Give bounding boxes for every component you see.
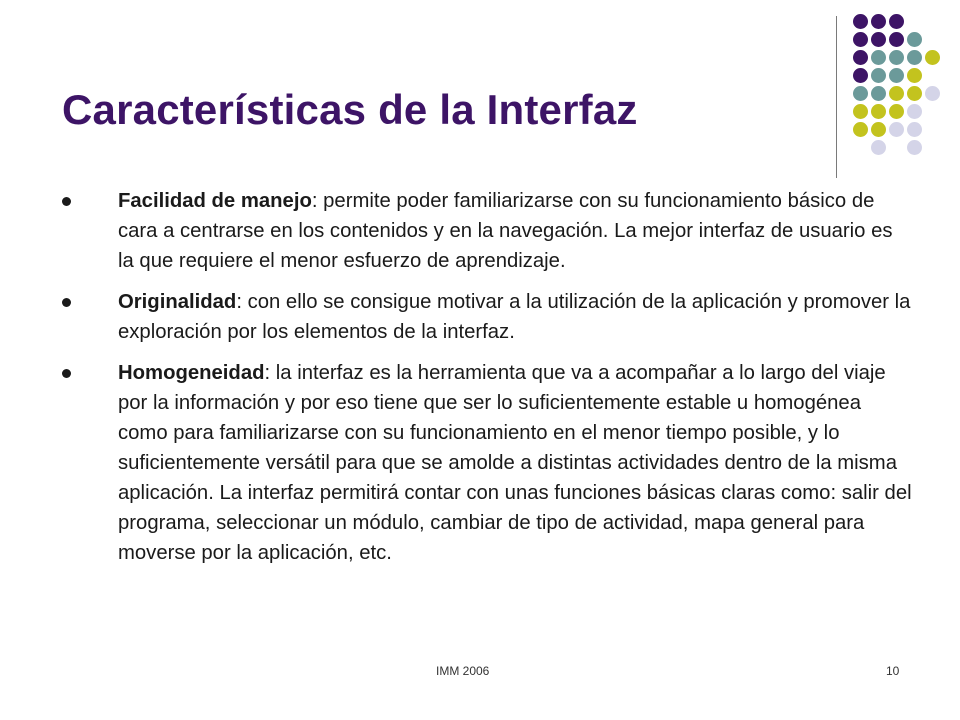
divider-line bbox=[836, 16, 837, 178]
dot bbox=[889, 14, 904, 29]
bullet-item bbox=[62, 186, 912, 276]
dot bbox=[853, 68, 868, 83]
dot bbox=[871, 14, 886, 29]
bullet-item bbox=[62, 287, 912, 347]
dot bbox=[907, 68, 922, 83]
dot bbox=[889, 86, 904, 101]
dot bbox=[925, 86, 940, 101]
dot bbox=[925, 50, 940, 65]
bullet-text: : con ello se consigue motivar a la utilización de la aplicación y promover la exploración por los elementos de la interfaz. bbox=[118, 291, 911, 343]
dot bbox=[871, 86, 886, 101]
dot bbox=[871, 50, 886, 65]
footer-text: IMM 2006 bbox=[436, 664, 490, 678]
bullet-term: Homogeneidad bbox=[118, 362, 265, 384]
page-number: 10 bbox=[886, 664, 900, 678]
bullet-term: Originalidad bbox=[118, 291, 237, 313]
dot bbox=[889, 32, 904, 47]
dot bbox=[853, 86, 868, 101]
dot bbox=[907, 86, 922, 101]
dot bbox=[853, 14, 868, 29]
bullet-dot-icon bbox=[62, 197, 71, 206]
dot bbox=[907, 32, 922, 47]
dot bbox=[907, 122, 922, 137]
dot bbox=[889, 68, 904, 83]
bullet-dot-icon bbox=[62, 298, 71, 307]
dot bbox=[907, 50, 922, 65]
dot bbox=[889, 122, 904, 137]
bullet-text: : la interfaz es la herramienta que va a acompañar a lo largo del viaje por la información y por eso tiene que ser lo suficientemente estable u homogénea como para familiarizarse con su funcionamiento en el menor tiempo posible, y lo suficientemente versátil para que se amolde a distintas actividades dentro de la misma aplicación. La interfaz permitirá contar con unas funciones básicas claras como: salir del programa, seleccionar un módulo, cambiar de tipo de actividad, mapa general para moverse por la aplicación, etc. bbox=[118, 362, 912, 564]
bullet-term: Facilidad de manejo bbox=[118, 190, 312, 212]
bullet-dot-icon bbox=[62, 369, 71, 378]
bullet-item bbox=[62, 358, 912, 568]
dot bbox=[871, 104, 886, 119]
dot bbox=[871, 32, 886, 47]
bullet-text: : permite poder familiarizarse con su funcionamiento básico de cara a centrarse en los contenidos y en la navegación. La mejor interfaz de usuario es la que requiere el menor esfuerzo de aprendizaje. bbox=[118, 190, 893, 272]
dot bbox=[853, 50, 868, 65]
dot bbox=[889, 50, 904, 65]
dot bbox=[853, 104, 868, 119]
dot bbox=[871, 140, 886, 155]
dot bbox=[853, 32, 868, 47]
dot bbox=[871, 122, 886, 137]
bullet-list bbox=[62, 186, 912, 579]
dot bbox=[907, 104, 922, 119]
dot bbox=[853, 122, 868, 137]
dot bbox=[907, 140, 922, 155]
dot bbox=[889, 104, 904, 119]
slide-title: Características de la Interfaz bbox=[62, 86, 638, 133]
dot bbox=[871, 68, 886, 83]
